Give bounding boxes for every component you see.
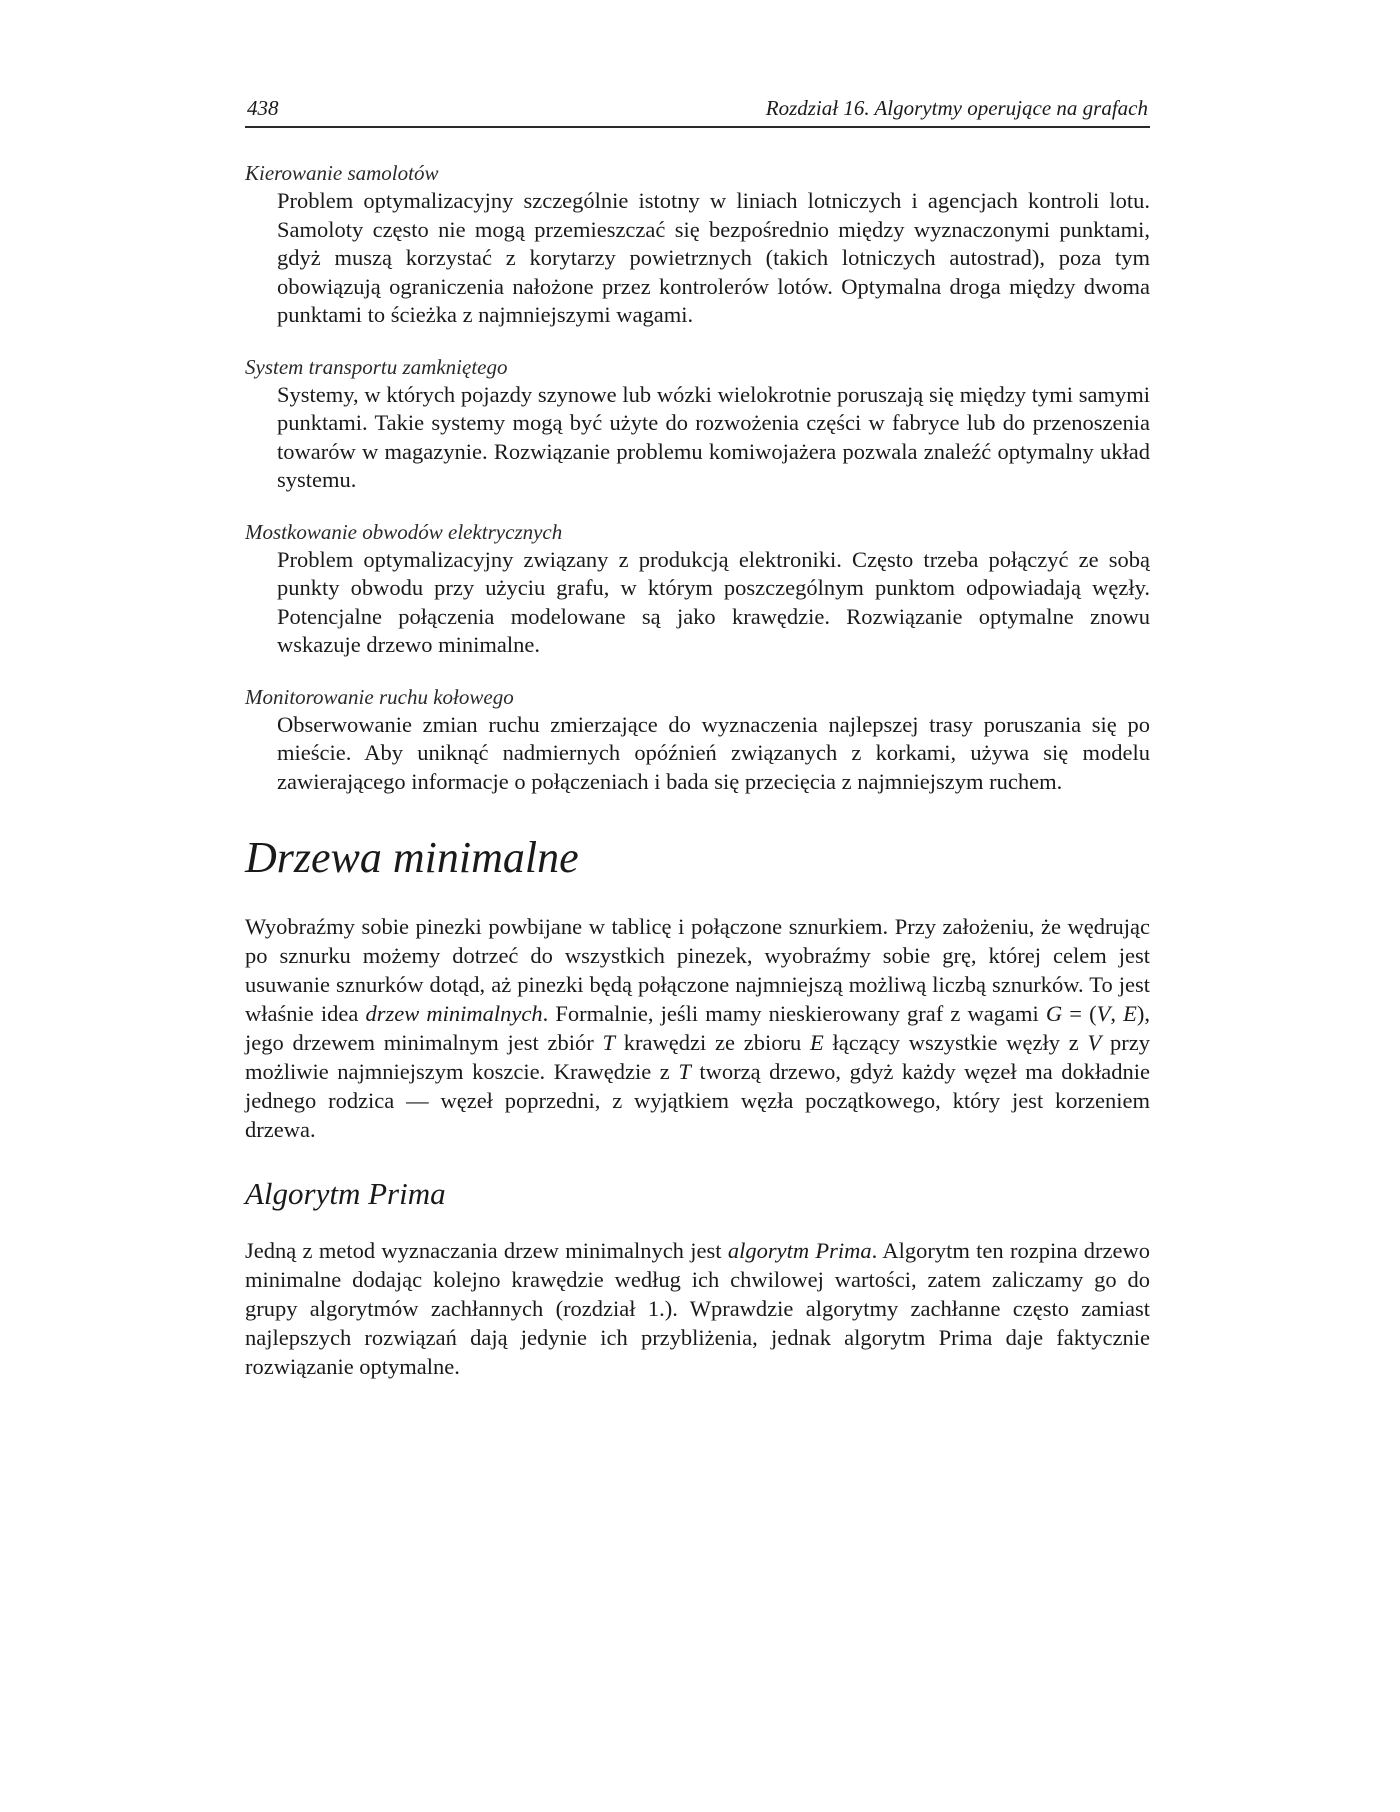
definition-body: Systemy, w których pojazdy szynowe lub wózki wielokrotnie poruszają się między tymi samymi punktami. Takie systemy mogą być użyte do rozwożenia części w fabryce lub do przenoszenia towarów w magazynie. Rozwiązanie problemu komiwojażera pozwala znaleźć optymalny układ systemu. — [277, 381, 1150, 492]
definition-body: Obserwowanie zmian ruchu zmierzające do wyznaczenia najlepszej trasy poruszania się po mieście. Aby uniknąć nadmiernych opóźnień związanych z korkami, używa się modelu zawierającego informacje o połączeniach i bada się przecięcia z najmniejszym ruchem. — [277, 711, 1150, 794]
definition-term: Monitorowanie ruchu kołowego — [245, 684, 514, 709]
text-run: . Formalnie, jeśli mamy nieskierowany graf z wagami — [542, 1001, 1046, 1026]
math-symbol: G — [1045, 1001, 1063, 1026]
text-run: . Algorytm ten rozpina drzewo minimalne dodając kolejno krawędzie według ich chwilowej wartości, zatem zaliczamy go do grupy algorytmów zachłannych (rozdział 1.). Wprawdzie algorytmy zachłanne często zamiast najlepszych rozwiązań dają jedynie ich przybliżenia, jednak algorytm Prima daje faktycznie rozwiązanie optymalne. — [245, 1238, 1150, 1379]
text-run: , — [1110, 1001, 1124, 1026]
math-symbol: T — [678, 1059, 691, 1084]
math-symbol: E — [1123, 1001, 1137, 1026]
math-symbol: T — [602, 1030, 616, 1055]
definition-term: Kierowanie samolotów — [245, 161, 439, 185]
page-number: 438 — [247, 96, 279, 120]
math-symbol: V — [1096, 1001, 1111, 1026]
section-heading: Drzewa minimalne — [245, 833, 579, 882]
text-run: = ( — [1062, 1001, 1097, 1026]
emphasis-term: drzew minimalnych — [365, 1001, 543, 1026]
subsection-paragraph — [245, 1236, 1150, 1381]
definition-list — [245, 160, 1150, 796]
math-symbol: E — [810, 1030, 824, 1055]
math-symbol: V — [1087, 1030, 1102, 1055]
definition-term: Mostkowanie obwodów elektrycznych — [245, 519, 563, 544]
text-run: Wyobraźmy sobie pinezki powbijane w tablicę i połączone sznurkiem. Przy założeniu, że wędrując po sznurku możemy dotrzeć do wszystkich pinezek, wyobraźmy sobie grę, której celem jest usuwanie sznurków dotąd, aż pinezki będą połączone najmniejszą możliwą liczbą sznurków. To jest właśnie idea — [245, 914, 1150, 1026]
definition-body: Problem optymalizacyjny związany z produkcją elektroniki. Często trzeba połączyć ze sobą punkty obwodu przy użyciu grafu, w którym poszczególnym punktom odpowiadają węzły. Potencjalne połączenia modelowane są jako krawędzie. Rozwiązanie optymalne znowu wskazuje drzewo minimalne. — [277, 546, 1150, 657]
text-run: przy możliwie najmniejszym koszcie. Krawędzie z — [245, 1030, 1150, 1084]
text-run: tworzą drzewo, gdyż każdy węzeł ma dokładnie jednego rodzica — węzeł poprzedni, z wyjątkiem węzła początkowego, który jest korzeniem drzewa. — [245, 1059, 1150, 1142]
section-paragraph — [245, 912, 1150, 1144]
text-run: łączący wszystkie węzły z — [823, 1030, 1088, 1055]
running-header — [245, 96, 1150, 128]
definition-body: Problem optymalizacyjny szczególnie istotny w liniach lotniczych i agencjach kontroli lotu. Samoloty często nie mogą przemieszczać się bezpośrednio między wyznaczonymi punktami, gdyż muszą korzystać z korytarzy powietrznych (takich lotniczych autostrad), poza tym obowiązują ograniczenia nałożone przez kontrolerów lotów. Optymalna droga między dwoma punktami to ścieżka z najmniejszymi wagami. — [277, 188, 1150, 327]
chapter-title: Rozdział 16. Algorytmy operujące na grafach — [765, 96, 1148, 120]
subsection-heading: Algorytm Prima — [245, 1176, 446, 1211]
definition-term: System transportu zamkniętego — [245, 354, 508, 379]
text-run: krawędzi ze zbioru — [615, 1030, 811, 1055]
text-run: Jedną z metod wyznaczania drzew minimalnych jest — [245, 1238, 728, 1263]
text-run: ), jego drzewem minimalnym jest zbiór — [245, 1001, 1150, 1055]
page-content — [245, 160, 1150, 1381]
emphasis-term: algorytm Prima — [727, 1238, 872, 1263]
